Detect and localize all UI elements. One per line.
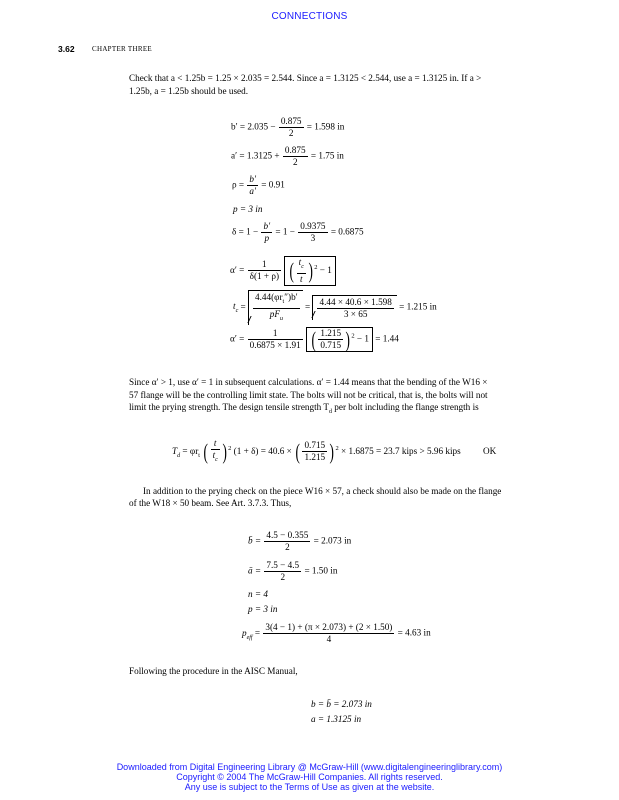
equation-a-prime <box>231 145 344 168</box>
fraction <box>317 297 393 320</box>
paragraph-line: In addition to the prying check on the piece W16 × 57, a check should also be made on the flange <box>143 486 502 496</box>
fraction <box>283 145 308 168</box>
fraction <box>247 174 258 197</box>
equation-tc <box>233 290 437 325</box>
eq-tail: − 1 <box>319 265 332 276</box>
paragraph-prying-cont <box>129 497 291 510</box>
fraction <box>279 116 304 139</box>
equation-delta <box>232 221 364 244</box>
denominator <box>253 309 300 325</box>
numerator <box>253 292 300 309</box>
paragraph-line: Check that a < 1.25b = 1.25 × 2.035 = 2.544. Since a = 1.3125 < 2.544, use a = 1.3125 in. If a > <box>129 73 482 83</box>
eq-lhs: δ = 1 − <box>232 226 259 237</box>
fraction <box>302 440 327 463</box>
equation-b-eq: b = b̄ = 2.073 in <box>311 699 372 709</box>
bracket-group <box>306 327 373 352</box>
numerator: b′ <box>249 174 256 184</box>
den-part: pF <box>269 308 280 319</box>
eq-mid: = <box>304 301 311 312</box>
equation-rho <box>232 174 285 197</box>
numerator: t <box>211 438 220 450</box>
subscript: c <box>301 263 304 270</box>
fraction <box>248 259 281 282</box>
denominator: t <box>299 273 303 284</box>
equation-b-bar <box>248 530 351 553</box>
numerator: 0.9375 <box>300 221 326 231</box>
paragraph-alpha <box>129 376 488 419</box>
paragraph-line: Since α′ > 1, use α′ = 1 in subsequent calculations. α′ = 1.44 means that the bending of the W16 × <box>129 377 488 387</box>
paren: ( <box>289 257 295 283</box>
subscript: eff <box>246 634 253 641</box>
fraction <box>248 328 303 351</box>
denominator: p <box>264 233 270 243</box>
paren: ( <box>295 438 300 464</box>
ok-label: OK <box>482 446 497 457</box>
equation-p-second: p = 3 in <box>248 604 278 614</box>
denominator <box>211 450 220 466</box>
symbol: t <box>233 301 236 312</box>
fraction <box>298 221 327 244</box>
denominator: 2 <box>292 157 298 167</box>
eq-mid: (1 + δ) = 40.6 × <box>233 446 292 457</box>
num-part: ″)b′ <box>284 292 298 302</box>
page-number: 3.62 <box>58 44 75 54</box>
denominator: 1.215 <box>304 452 326 463</box>
denominator: a′ <box>249 186 256 196</box>
denominator: 0.6875 × 1.91 <box>249 340 301 350</box>
paren: ) <box>308 257 313 283</box>
eq-sign: = <box>240 301 246 312</box>
paragraph-line: Following the procedure in the AISC Manual, <box>129 666 298 676</box>
den-part: t <box>212 450 216 460</box>
numerator: 1 <box>248 328 303 340</box>
paragraph-line <box>129 401 488 418</box>
equation-a-bar <box>248 560 337 583</box>
denominator: 2 <box>288 128 294 138</box>
equation-n: n = 4 <box>248 589 268 599</box>
chapter-title: CHAPTER THREE <box>92 45 152 53</box>
eq-rhs: = 1.44 <box>375 333 399 344</box>
symbol: p <box>242 627 247 638</box>
denominator: 2 <box>280 572 286 582</box>
paren: ( <box>311 326 316 352</box>
footer-copyright: Copyright © 2004 The McGraw-Hill Companies. All rights reserved. <box>176 772 443 782</box>
line-part: per bolt including the flange strength is <box>331 402 479 413</box>
eq-lhs: ā = <box>248 565 262 576</box>
numerator: 0.715 <box>304 440 326 451</box>
numerator: 4.5 − 0.355 <box>266 530 309 540</box>
eq-lhs <box>242 627 253 641</box>
equation-alpha-value <box>230 327 399 352</box>
subscript: t <box>198 452 200 459</box>
subscript: c <box>215 456 218 463</box>
footer-terms-link[interactable]: Any use is subject to the Terms of Use as given at the website. <box>184 782 435 792</box>
equation-b-prime <box>231 116 344 139</box>
numerator <box>297 257 306 274</box>
eq-sign <box>182 446 200 459</box>
exponent: 2 <box>228 444 232 452</box>
denominator: 4 <box>326 634 332 644</box>
denominator: δ(1 + ρ) <box>249 271 280 282</box>
fraction <box>264 560 301 583</box>
eq-sign: = <box>254 627 261 638</box>
subscript: t <box>282 298 285 305</box>
numerator: 0.875 <box>280 116 302 126</box>
paragraph-aisc <box>129 665 298 678</box>
equation-p: p = 3 in <box>233 204 263 214</box>
numerator: b′ <box>263 221 271 231</box>
eq-lhs: b′ = 2.035 − <box>231 121 276 132</box>
eq-rhs: = 1.598 in <box>306 121 345 132</box>
eq-lhs <box>172 446 181 459</box>
exponent: 2 <box>314 263 318 271</box>
subscript: d <box>177 452 181 459</box>
num-part: 4.44(φr <box>255 292 283 302</box>
eq-mid: = 1 − <box>275 226 295 237</box>
eq-rhs: × 1.6875 = 23.7 kips > 5.96 kips <box>341 446 461 457</box>
paragraph-prying <box>129 485 501 498</box>
equation-alpha-general <box>230 256 336 286</box>
tc-symbol: t <box>298 257 302 267</box>
denominator: 3 × 65 <box>343 308 368 319</box>
fraction <box>253 292 300 325</box>
symbol: T <box>172 446 178 457</box>
subscript: c <box>235 308 239 315</box>
sqrt <box>248 290 303 325</box>
eq-lhs: a′ = 1.3125 + <box>231 150 280 161</box>
eq-lhs: α′ = <box>230 333 245 344</box>
bracket-group <box>284 256 336 286</box>
paragraph-line: of the W18 × 50 beam. See Art. 3.7.3. Thus, <box>129 498 292 508</box>
eq-rhs: = 0.91 <box>261 179 285 190</box>
section-header: CONNECTIONS <box>271 11 348 22</box>
eq-rhs: = 1.75 in <box>310 150 344 161</box>
fraction <box>264 530 310 553</box>
paragraph-line: 1.25b, a = 1.25b should be used. <box>129 85 248 96</box>
paragraph-line: 57 flange will be the controlling limit state. The bolts will not be critical, that is, the bolts will not <box>129 389 488 400</box>
paren: ) <box>345 326 350 352</box>
numerator: 1 <box>248 259 281 271</box>
sign-part: = φr <box>182 446 199 457</box>
eq-rhs: = 4.63 in <box>397 627 431 638</box>
numerator: 4.44 × 40.6 × 1.598 <box>319 296 392 307</box>
line-part: limit the prying strength. The design tensile strength T <box>129 402 329 413</box>
equation-a-eq: a = 1.3125 in <box>311 714 362 724</box>
eq-lhs: b̄ = <box>248 535 262 546</box>
numerator: 3(4 − 1) + (π × 2.073) + (2 × 1.50) <box>265 622 393 632</box>
eq-tail: − 1 <box>356 333 369 344</box>
denominator: 2 <box>285 542 290 552</box>
denominator: 3 <box>310 233 316 243</box>
eq-rhs: = 0.6875 <box>330 226 364 237</box>
fraction <box>211 438 220 466</box>
fraction <box>261 221 272 244</box>
footer-download-link[interactable]: Downloaded from Digital Engineering Library @ McGraw-Hill (www.digitalengineeringlibrary.com) <box>116 762 503 772</box>
equation-td <box>172 438 496 466</box>
eq-lhs: α′ = <box>230 265 245 276</box>
eq-rhs: = 1.50 in <box>304 565 338 576</box>
numerator: 7.5 − 4.5 <box>266 560 300 570</box>
exponent: 2 <box>335 444 339 452</box>
paren: ( <box>203 438 209 464</box>
paragraph-check <box>129 72 481 97</box>
fraction <box>263 622 394 645</box>
numerator: 0.875 <box>284 145 306 155</box>
subscript: d <box>328 409 332 416</box>
paren: ) <box>222 438 227 464</box>
fraction <box>318 328 343 351</box>
denominator: 0.715 <box>320 340 342 350</box>
fraction <box>297 257 306 285</box>
eq-rhs: = 1.215 in <box>399 301 437 312</box>
paren: ) <box>329 438 334 464</box>
exponent: 2 <box>351 332 355 340</box>
equation-peff <box>242 622 431 645</box>
sqrt <box>312 295 396 320</box>
numerator: 1.215 <box>320 328 342 338</box>
subscript: u <box>279 315 283 322</box>
eq-rhs: = 2.073 in <box>313 535 352 546</box>
eq-lhs <box>233 301 239 315</box>
eq-lhs: ρ = <box>232 179 245 190</box>
